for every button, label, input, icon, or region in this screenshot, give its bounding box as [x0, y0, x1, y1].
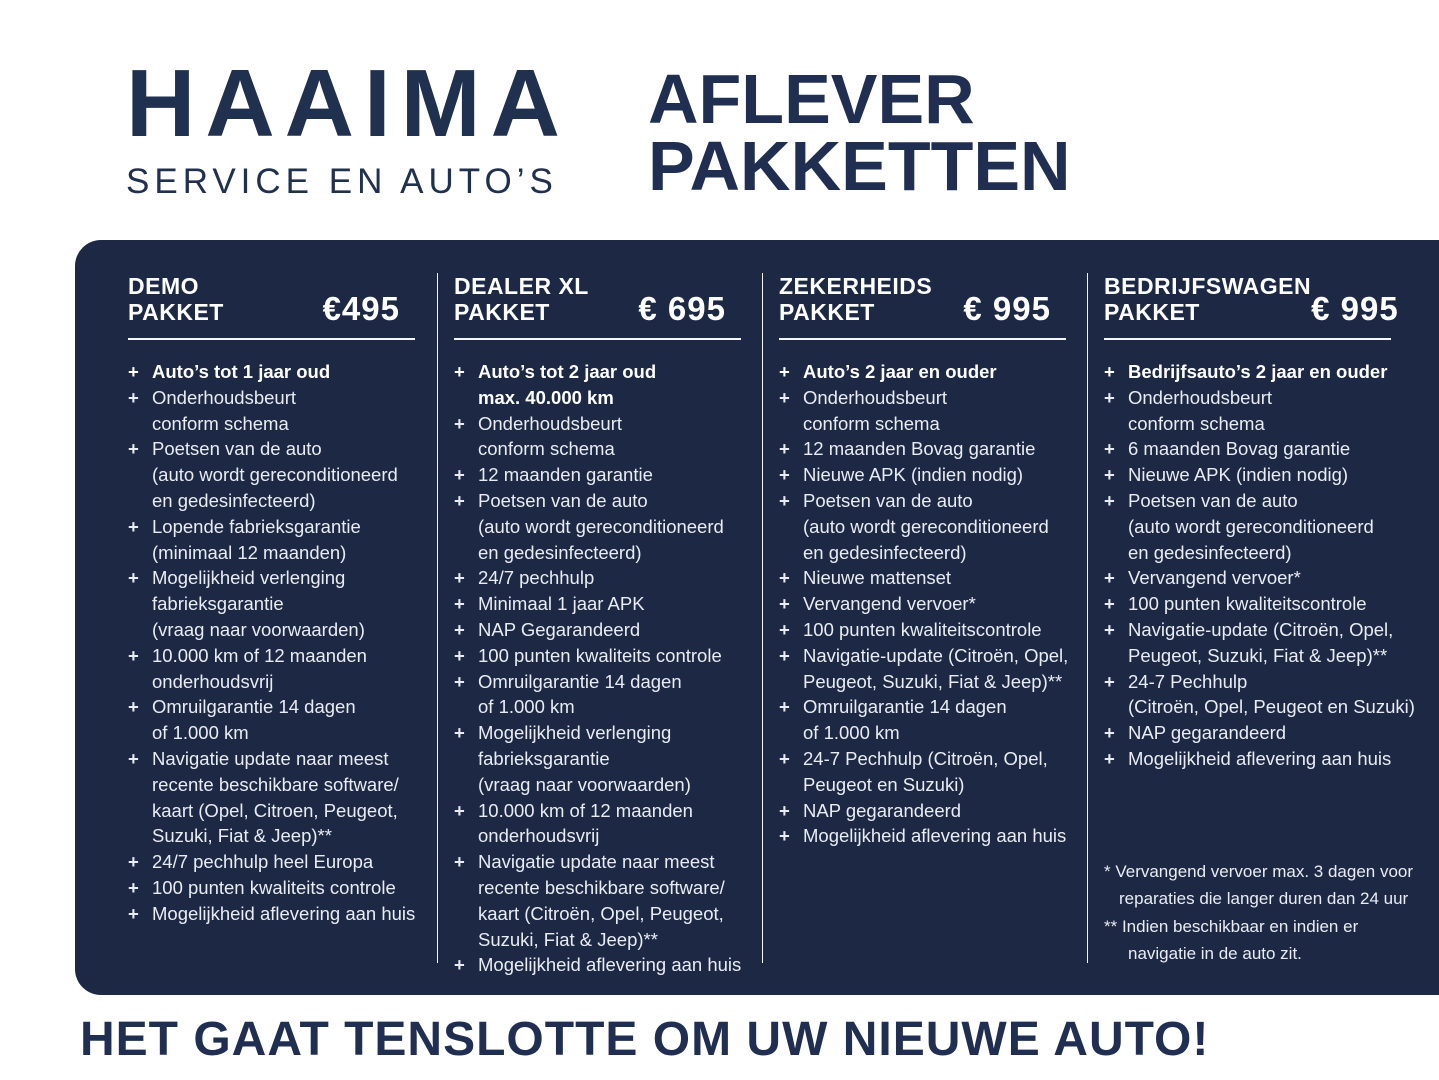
plus-bullet-icon: +: [454, 722, 465, 744]
plus-bullet-icon: +: [1104, 386, 1115, 408]
package-name: ZEKERHEIDS PAKKET: [779, 273, 933, 325]
plus-bullet-icon: +: [1104, 722, 1115, 744]
plus-bullet-icon: +: [779, 438, 790, 460]
package-item: + Poetsen van de auto (auto wordt gereconditioneerd en gedesinfecteerd): [128, 438, 398, 511]
plus-bullet-icon: +: [454, 412, 465, 434]
plus-bullet-icon: +: [454, 567, 465, 589]
header-rule: [128, 338, 415, 340]
package-item: + Poetsen van de auto (auto wordt gereconditioneerd en gedesinfecteerd): [454, 489, 724, 563]
package-item: + 6 maanden Bovag garantie: [1104, 436, 1391, 462]
footnote-continuation: navigatie in de auto zit.: [1128, 944, 1302, 964]
package-item: + 10.000 km of 12 maanden onderhoudsvrij: [454, 799, 693, 847]
package-item: + Lopende fabrieksgarantie (minimaal 12 maanden): [128, 515, 361, 563]
package-item: + Mogelijkheid verlenging fabrieksgarantie (vraag naar voorwaarden): [128, 567, 365, 640]
plus-bullet-icon: +: [779, 799, 790, 821]
package-content: [779, 273, 1069, 849]
package-item: + Minimaal 1 jaar APK: [454, 591, 741, 617]
plus-bullet-icon: +: [454, 464, 465, 486]
plus-bullet-icon: +: [454, 799, 465, 821]
package-header: [128, 273, 415, 325]
plus-bullet-icon: +: [779, 361, 790, 382]
package-item: + 100 punten kwaliteits controle: [128, 875, 415, 901]
package-item: + NAP Gegarandeerd: [454, 617, 741, 643]
package-item: + Navigatie update naar meest recente beschikbare software/ kaart (Citroën, Opel, Peugeot, Suzuki, Fiat & Jeep)**: [454, 851, 725, 950]
package-column-zekerheids-pakket: [762, 273, 1087, 963]
plus-bullet-icon: +: [1104, 464, 1115, 486]
plus-bullet-icon: +: [128, 361, 139, 382]
package-item: + Nieuwe APK (indien nodig): [1104, 462, 1391, 488]
package-item: + Vervangend vervoer*: [1104, 565, 1391, 591]
package-item: + 24/7 pechhulp: [454, 565, 741, 591]
package-column-dealer-xl-pakket: [437, 273, 762, 976]
package-name: BEDRIJFSWAGEN PAKKET: [1104, 273, 1312, 325]
package-item: + Omruilgarantie 14 dagen of 1.000 km: [128, 696, 356, 744]
header-rule: [454, 338, 741, 340]
package-price: € 695: [638, 290, 726, 327]
packages-panel: [75, 240, 1439, 995]
plus-bullet-icon: +: [128, 515, 139, 537]
page-title: [648, 60, 1071, 205]
package-column-bedrijfswagen-pakket: [1087, 273, 1439, 963]
plus-bullet-icon: +: [454, 670, 465, 692]
package-item: + Omruilgarantie 14 dagen of 1.000 km: [454, 670, 682, 718]
header-rule: [779, 338, 1066, 340]
package-column-demo-pakket: [75, 273, 437, 963]
plus-bullet-icon: +: [1104, 593, 1115, 615]
plus-bullet-icon: +: [454, 593, 465, 615]
brand-name: HAAIMA: [126, 50, 570, 157]
package-item-list: [454, 359, 741, 978]
plus-bullet-icon: +: [128, 696, 139, 718]
package-header: [779, 273, 1066, 325]
plus-bullet-icon: +: [128, 851, 139, 873]
package-item-list: [779, 359, 1069, 849]
package-content: [1104, 273, 1415, 968]
plus-bullet-icon: +: [454, 361, 465, 382]
package-item: + Mogelijkheid aflevering aan huis: [128, 901, 415, 927]
plus-bullet-icon: +: [1104, 438, 1115, 460]
plus-bullet-icon: +: [779, 489, 790, 511]
package-price: € 995: [1311, 290, 1399, 327]
plus-bullet-icon: +: [779, 747, 790, 769]
plus-bullet-icon: +: [779, 618, 790, 640]
package-header: [454, 273, 741, 325]
brand-subtitle: SERVICE EN AUTO’S: [126, 162, 558, 201]
package-item: + Onderhoudsbeurt conform schema: [1104, 386, 1272, 434]
package-item: + 12 maanden garantie: [454, 462, 741, 488]
plus-bullet-icon: +: [779, 825, 790, 847]
plus-bullet-icon: +: [128, 438, 139, 460]
plus-bullet-icon: +: [454, 618, 465, 640]
package-item: + Poetsen van de auto (auto wordt gereconditioneerd en gedesinfecteerd): [779, 489, 1049, 563]
package-item: + 10.000 km of 12 maanden onderhoudsvrij: [128, 644, 367, 692]
package-item: + 100 punten kwaliteitscontrole: [779, 617, 1066, 643]
package-item: + Bedrijfsauto’s 2 jaar en ouder: [1104, 359, 1391, 385]
footnote-continuation: reparaties die langer duren dan 24 uur: [1119, 889, 1409, 909]
package-item: + Navigatie-update (Citroën, Opel, Peugeot, Suzuki, Fiat & Jeep)**: [1104, 618, 1394, 666]
package-content: [128, 273, 415, 927]
package-item: + Poetsen van de auto (auto wordt gereconditioneerd en gedesinfecteerd): [1104, 489, 1374, 563]
plus-bullet-icon: +: [128, 644, 139, 666]
package-item: + Mogelijkheid verlenging fabrieksgarantie (vraag naar voorwaarden): [454, 722, 691, 795]
haaima-logo: [126, 50, 570, 202]
plus-bullet-icon: +: [128, 876, 139, 898]
footnote-line: ** Indien beschikbaar en indien er: [1104, 916, 1359, 936]
plus-bullet-icon: +: [779, 464, 790, 486]
plus-bullet-icon: +: [779, 593, 790, 615]
package-item: + Auto’s 2 jaar en ouder: [779, 359, 1066, 385]
package-item: + Omruilgarantie 14 dagen of 1.000 km: [779, 696, 1007, 744]
package-item: + Mogelijkheid aflevering aan huis: [779, 823, 1066, 849]
plus-bullet-icon: +: [454, 954, 465, 976]
plus-bullet-icon: +: [128, 902, 139, 924]
page-title-line2: PAKKETTEN: [648, 126, 1071, 205]
package-item: + Auto’s tot 1 jaar oud: [128, 359, 415, 385]
plus-bullet-icon: +: [454, 489, 465, 511]
header-rule: [1104, 338, 1391, 340]
package-item: + Nieuwe mattenset: [779, 565, 1066, 591]
package-item: + Nieuwe APK (indien nodig): [779, 462, 1066, 488]
package-name: DEMO PAKKET: [128, 273, 224, 325]
plus-bullet-icon: +: [128, 386, 139, 408]
package-item: + 24-7 Pechhulp (Citroën, Opel, Peugeot en Suzuki): [779, 747, 1048, 795]
package-item: + 100 punten kwaliteitscontrole: [1104, 591, 1391, 617]
plus-bullet-icon: +: [1104, 567, 1115, 589]
plus-bullet-icon: +: [454, 851, 465, 873]
package-price: € 995: [963, 290, 1051, 327]
package-item: + Onderhoudsbeurt conform schema: [779, 386, 947, 434]
package-item: + Onderhoudsbeurt conform schema: [454, 412, 622, 460]
plus-bullet-icon: +: [1104, 361, 1115, 382]
plus-bullet-icon: +: [128, 747, 139, 769]
package-item: + 24/7 pechhulp heel Europa: [128, 849, 415, 875]
package-item: + Auto’s tot 2 jaar oud max. 40.000 km: [454, 361, 657, 408]
page-title-line1: AFLEVER: [648, 60, 975, 138]
package-item: + Onderhoudsbeurt conform schema: [128, 386, 296, 434]
package-content: [454, 273, 741, 978]
plus-bullet-icon: +: [1104, 747, 1115, 769]
footnote-line: * Vervangend vervoer max. 3 dagen voor: [1104, 861, 1414, 881]
plus-bullet-icon: +: [1104, 618, 1115, 640]
package-item: + Navigatie-update (Citroën, Opel, Peugeot, Suzuki, Fiat & Jeep)**: [779, 644, 1069, 692]
plus-bullet-icon: +: [779, 644, 790, 666]
package-item-list: [128, 359, 415, 927]
plus-bullet-icon: +: [128, 567, 139, 589]
closing-tagline: HET GAAT TENSLOTTE OM UW NIEUWE AUTO!: [80, 1013, 1210, 1066]
plus-bullet-icon: +: [454, 644, 465, 666]
package-item: + NAP gegarandeerd: [779, 798, 1066, 824]
plus-bullet-icon: +: [1104, 489, 1115, 511]
package-item: + NAP gegarandeerd: [1104, 720, 1391, 746]
package-item: + Mogelijkheid aflevering aan huis: [1104, 746, 1391, 772]
plus-bullet-icon: +: [779, 696, 790, 718]
package-item: + Navigatie update naar meest recente beschikbare software/ kaart (Opel, Citroen, Peugeot, Suzuki, Fiat & Jeep)**: [128, 747, 399, 847]
package-item: + 100 punten kwaliteits controle: [454, 643, 741, 669]
package-price: €495: [322, 290, 400, 327]
package-name: DEALER XL PAKKET: [454, 273, 589, 325]
package-item: + 24-7 Pechhulp (Citroën, Opel, Peugeot en Suzuki): [1104, 670, 1415, 718]
plus-bullet-icon: +: [779, 386, 790, 408]
plus-bullet-icon: +: [1104, 670, 1115, 692]
footnotes: [1104, 858, 1414, 968]
package-item: + Vervangend vervoer*: [779, 591, 1066, 617]
package-item-list: [1104, 359, 1415, 772]
package-header: [1104, 273, 1399, 327]
package-item: + 12 maanden Bovag garantie: [779, 436, 1066, 462]
plus-bullet-icon: +: [779, 567, 790, 589]
package-item: + Mogelijkheid aflevering aan huis: [454, 952, 741, 978]
